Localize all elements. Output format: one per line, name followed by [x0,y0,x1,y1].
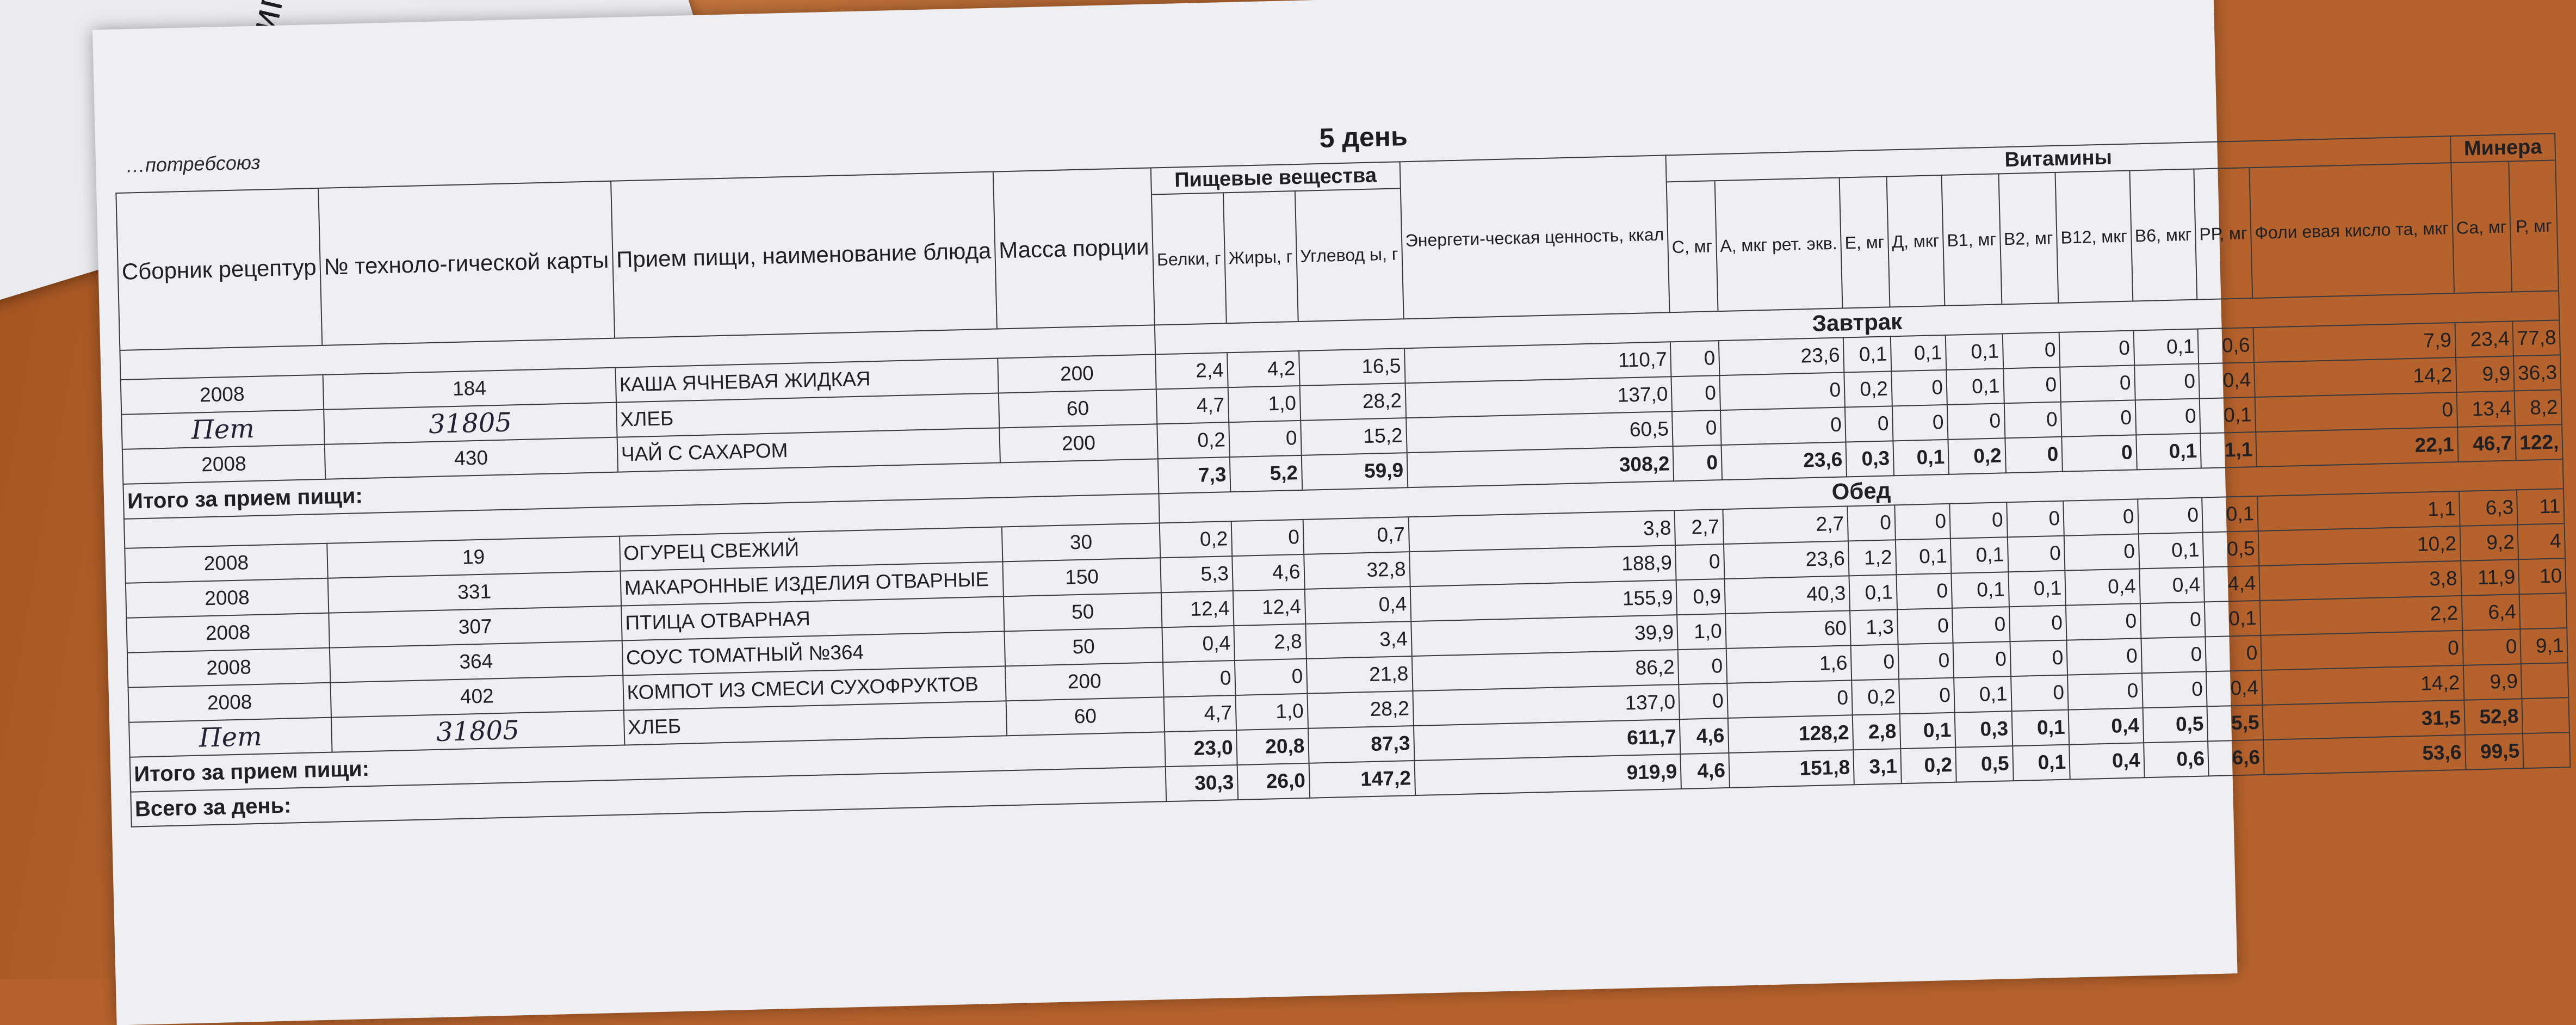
col-vit-pp: РР, мг [2194,168,2253,299]
total-value-p: 122, [2515,424,2563,460]
value-cell-c: 0 [1678,649,1727,684]
dish-name-cell: СОУС ТОМАТНЫЙ №364 [622,631,1005,675]
value-cell-ve: 1,2 [1848,540,1896,576]
tech-card-cell: 31805 [331,711,624,752]
value-cell-b12: 0 [2063,499,2138,535]
total-label: Итого за прием пищи: [123,459,1159,518]
total-value-ve: 0,3 [1846,441,1894,477]
col-energy: Энергети-ческая ценность, ккал [1400,155,1669,319]
portion-cell: 200 [999,424,1158,462]
value-cell-ca: 0 [2462,629,2521,665]
recipe-collection-cell: 2008 [125,544,327,583]
value-cell-d: 0 [1896,573,1952,609]
value-cell-d: 0 [1897,608,1953,644]
menu-nutrition-table [115,133,2571,827]
total-value-ca: 46,7 [2457,425,2516,462]
value-cell-ca: 11,9 [2461,559,2519,596]
value-cell-b2: 0 [2004,402,2061,439]
tech-card-cell: 430 [325,437,618,479]
value-cell-fol: 1,1 [2257,491,2460,531]
value-cell-d: 0,1 [1896,539,1952,575]
portion-cell: 200 [998,354,1156,393]
value-cell-pp: 0,1 [2205,601,2261,637]
value-cell-d: 0 [1891,370,1947,406]
value-cell-fol: 0 [2261,631,2463,670]
value-cell-b6: 0 [2138,498,2203,534]
value-cell-b6: 0 [2140,602,2205,638]
total-value-pp: 5,5 [2207,705,2264,741]
value-cell-ca: 23,4 [2455,321,2513,357]
value-cell-fol: 14,2 [2254,357,2456,397]
total-value-p [2522,697,2570,733]
col-vit-b6: В6, мкг [2129,169,2197,301]
portion-cell: 200 [1005,662,1164,701]
value-cell-e: 39,9 [1411,615,1678,656]
value-cell-ca: 9,2 [2460,524,2518,561]
total-value-d: 0,1 [1900,713,1956,749]
value-cell-zh: 0 [1231,520,1304,556]
recipe-collection-cell: 2008 [127,648,330,688]
value-cell-b1: 0,1 [1946,334,2003,370]
value-cell-e: 60,5 [1406,411,1673,453]
menu-document-sheet [92,0,2564,1025]
col-vit-b2: В2, мг [1998,172,2058,304]
value-cell-b2: 0 [2010,640,2067,677]
col-vit-e: Е, мг [1840,176,1890,308]
value-cell-e: 86,2 [1411,650,1679,691]
col-vit-a: А, мкг рет. экв. [1714,178,1842,312]
recipe-collection-cell: Пет [129,718,332,757]
value-cell-b6: 0,1 [2133,329,2199,366]
col-p: Р, мг [2509,160,2559,292]
col-fat: Жиры, г [1223,191,1298,323]
value-cell-ve: 0,2 [1844,371,1892,407]
value-cell-zh: 0 [1229,421,1301,457]
total-label: Всего за день: [131,767,1166,826]
value-cell-fol: 7,9 [2253,323,2456,362]
value-cell-ve: 0,2 [1852,679,1899,715]
value-cell-b6: 0 [2134,364,2200,400]
dish-name-cell: ПТИЦА ОТВАРНАЯ [621,596,1005,640]
value-cell-e: 137,0 [1413,684,1680,726]
value-cell-b2: 0 [2002,332,2060,369]
organization-name: …потребсоюз [125,151,261,177]
value-cell-fol: 0 [2255,392,2457,432]
value-cell-p [2521,663,2569,699]
value-cell-ca: 9,9 [2456,356,2515,392]
value-cell-c: 0,9 [1676,579,1725,615]
value-cell-b: 0 [1163,660,1235,697]
value-cell-ve: 1,3 [1850,609,1898,645]
value-cell-u: 28,2 [1299,383,1406,421]
value-cell-b1: 0,1 [1951,572,2009,608]
total-value-u: 87,3 [1308,726,1415,763]
value-cell-b1: 0 [1952,607,2010,643]
section-title-breakfast: Завтрак [1155,291,2560,354]
total-value-zh: 20,8 [1236,728,1309,765]
value-cell-p: 36,3 [2513,355,2561,391]
total-label: Итого за прием пищи: [130,732,1166,792]
col-vit-b1: В1, мг [1941,174,2001,305]
value-cell-zh: 0 [1235,659,1307,695]
value-cell-pp: 0 [2206,635,2262,671]
day-title: 5 день [1318,120,1408,153]
total-value-e: 308,2 [1407,446,1674,487]
group-minerals: Минера [2450,133,2556,163]
value-cell-b12: 0 [2067,673,2142,709]
recipe-collection-cell: 2008 [121,375,324,415]
value-cell-pp: 4,4 [2203,566,2260,602]
tech-card-cell: 364 [330,641,623,683]
recipe-collection-cell: 2008 [126,613,329,653]
value-cell-fol: 14,2 [2262,665,2464,705]
total-value-ca: 52,8 [2464,699,2523,735]
dish-name-cell: МАКАРОННЫЕ ИЗДЕЛИЯ ОТВАРНЫЕ [620,561,1004,606]
value-cell-c: 0 [1670,341,1719,376]
value-cell-u: 16,5 [1299,348,1405,386]
value-cell-a: 0 [1720,407,1846,445]
portion-cell: 50 [1004,592,1162,631]
total-value-zh: 5,2 [1230,455,1302,492]
tech-card-cell: 402 [330,676,623,718]
value-cell-p: 10 [2519,558,2567,594]
value-cell-zh: 12,4 [1233,589,1305,626]
value-cell-b2: 0 [2003,367,2061,404]
portion-cell: 60 [1006,697,1165,736]
value-cell-ve: 0,1 [1849,575,1897,610]
total-value-b6: 0,1 [2136,434,2201,470]
col-meal-name: Прием пищи, наименование блюда [611,172,997,338]
total-value-b1: 0,2 [1948,438,2005,474]
table-body [120,291,2570,826]
total-value-b12: 0,4 [2069,708,2144,744]
value-cell-b: 2,4 [1155,353,1228,389]
value-cell-u: 15,2 [1301,418,1407,455]
total-value-b2: 0 [2005,437,2063,473]
total-value-e: 611,7 [1414,719,1681,761]
total-value-b1: 0,5 [1955,746,2013,782]
group-vitamins: Витамины [1666,136,2451,182]
value-cell-d: 0 [1898,643,1954,679]
value-cell-p: 9,1 [2521,628,2568,664]
value-cell-pp: 0,1 [2202,496,2258,532]
value-cell-p: 11 [2517,489,2565,524]
dish-name-cell: ЧАЙ С САХАРОМ [617,428,1000,472]
value-cell-u: 32,8 [1304,552,1410,589]
total-value-c: 4,6 [1681,753,1730,789]
value-cell-b2: 0,1 [2008,571,2066,607]
value-cell-u: 21,8 [1306,656,1413,694]
value-cell-b2: 0 [2009,606,2067,642]
total-value-c: 0 [1673,445,1722,481]
col-tech-card: № техноло-гической карты [318,181,615,345]
total-value-pp: 6,6 [2208,740,2264,776]
value-cell-p: 8,2 [2515,390,2562,425]
value-cell-a: 60 [1725,610,1851,649]
total-value-b6: 0,6 [2144,741,2209,777]
value-cell-b2: 0 [2007,501,2064,538]
total-value-ca: 99,5 [2465,733,2524,770]
total-value-u: 147,2 [1309,761,1415,798]
value-cell-b: 12,4 [1161,591,1234,627]
value-cell-a: 23,6 [1719,338,1844,376]
value-cell-a: 0 [1727,680,1853,718]
value-cell-zh: 1,0 [1235,694,1308,730]
recipe-collection-cell: 2008 [126,578,329,618]
value-cell-ve: 0 [1847,505,1895,541]
total-value-fol: 22,1 [2256,427,2458,467]
value-cell-b: 4,7 [1164,695,1236,732]
value-cell-b1: 0 [1953,641,2011,678]
col-portion: Масса порции [993,168,1155,329]
value-cell-a: 40,3 [1724,576,1850,614]
col-ca: Са, мг [2451,162,2512,294]
value-cell-fol: 3,8 [2259,561,2461,601]
value-cell-d: 0 [1894,504,1950,540]
value-cell-a: 23,6 [1724,541,1849,579]
tech-card-cell: 19 [327,536,620,578]
value-cell-b6: 0,1 [2138,532,2203,569]
col-sbornik: Сборник рецептур [116,188,322,350]
value-cell-ca: 13,4 [2456,391,2515,427]
col-vit-d: Д, мкг [1886,175,1945,307]
value-cell-b6: 0 [2142,671,2207,708]
value-cell-b1: 0,1 [1954,676,2011,713]
value-cell-b1: 0 [1949,502,2007,539]
value-cell-b6: 0,4 [2139,567,2205,603]
value-cell-b6: 0 [2141,637,2206,673]
col-carbs: Углевод ы, г [1295,188,1403,322]
total-value-d: 0,2 [1900,748,1956,783]
value-cell-a: 2,7 [1723,506,1848,544]
value-cell-zh: 2,8 [1234,624,1306,660]
value-cell-b12: 0,4 [2065,569,2140,605]
value-cell-pp: 0,4 [2199,362,2255,398]
value-cell-b6: 0 [2135,399,2200,435]
total-value-d: 0,1 [1893,440,1949,476]
value-cell-zh: 1,0 [1228,386,1301,422]
value-cell-c: 0 [1671,375,1720,411]
dish-name-cell: КАША ЯЧНЕВАЯ ЖИДКАЯ [615,359,999,403]
value-cell-b: 4,7 [1156,387,1229,424]
value-cell-e: 3,8 [1408,510,1675,552]
total-value-b1: 0,3 [1955,711,2013,748]
portion-cell: 60 [999,389,1157,428]
value-cell-pp: 0,6 [2198,328,2255,363]
recipe-collection-cell: 2008 [122,444,325,484]
value-cell-b12: 0 [2064,534,2139,570]
col-vit-b12: В12, мкг [2055,171,2133,303]
value-cell-ca: 6,3 [2459,490,2518,526]
value-cell-p [2519,593,2567,629]
total-value-b2: 0,1 [2011,710,2069,746]
dish-name-cell: ХЛЕБ [616,393,1000,437]
value-cell-pp: 0,1 [2200,397,2256,433]
total-value-e: 919,9 [1414,754,1681,795]
total-value-p [2523,732,2571,768]
value-cell-b: 5,3 [1160,556,1233,592]
section-title: Обед [1159,459,2564,523]
value-cell-b2: 0 [2007,536,2065,572]
total-value-pp: 1,1 [2200,432,2257,468]
value-cell-ve: 0,1 [1843,336,1891,372]
value-cell-d: 0 [1899,678,1955,714]
value-cell-a: 1,6 [1726,645,1852,683]
col-protein: Белки, г [1151,193,1227,325]
value-cell-u: 0,4 [1304,586,1411,624]
value-cell-zh: 4,6 [1232,554,1304,591]
tech-card-cell: 331 [328,571,621,613]
tech-card-cell: 31805 [324,403,617,444]
value-cell-b: 0,2 [1160,521,1232,558]
value-cell-d: 0,1 [1891,335,1947,371]
value-cell-fol: 10,2 [2258,526,2461,566]
value-cell-b: 0,4 [1162,626,1235,662]
value-cell-b1: 0,1 [1950,537,2008,573]
value-cell-p: 77,8 [2513,320,2561,356]
value-cell-ca: 9,9 [2463,664,2522,700]
value-cell-p: 4 [2518,523,2566,559]
tech-card-cell: 307 [329,606,622,648]
value-cell-c: 2,7 [1675,509,1724,545]
total-value-b: 7,3 [1158,457,1230,493]
dish-name-cell: КОМПОТ ИЗ СМЕСИ СУХОФРУКТОВ [623,666,1006,710]
value-cell-ca: 6,4 [2461,594,2520,631]
value-cell-b1: 0,1 [1946,368,2004,405]
value-cell-zh: 4,2 [1227,351,1299,387]
value-cell-a: 0 [1719,373,1845,411]
total-value-ve: 3,1 [1853,749,1901,785]
total-value-b12: 0 [2061,435,2137,471]
dish-name-cell: ОГУРЕЦ СВЕЖИЙ [620,527,1003,571]
total-value-b2: 0,1 [2013,745,2070,781]
recipe-collection-cell: Пет [121,410,324,449]
value-cell-e: 155,9 [1410,580,1677,621]
value-cell-pp: 0,4 [2206,670,2263,706]
total-value-a: 151,8 [1729,750,1854,788]
total-value-zh: 26,0 [1237,763,1309,800]
value-cell-b12: 0 [2067,638,2142,675]
value-cell-b12: 0 [2060,365,2135,402]
total-value-a: 23,6 [1721,442,1847,480]
value-cell-b: 0,2 [1157,422,1229,459]
value-cell-ve: 0 [1845,406,1893,442]
value-cell-b12: 0 [2061,400,2136,436]
portion-cell: 30 [1002,523,1161,561]
total-value-b12: 0,4 [2069,743,2144,779]
value-cell-fol: 2,2 [2260,596,2462,635]
total-value-a: 128,2 [1728,715,1854,753]
total-value-b6: 0,5 [2142,706,2208,743]
value-cell-u: 3,4 [1305,621,1412,659]
total-value-u: 59,9 [1301,453,1408,490]
total-value-fol: 31,5 [2263,700,2465,740]
value-cell-c: 1,0 [1677,614,1726,650]
total-value-ve: 2,8 [1853,714,1900,750]
value-cell-ve: 0 [1851,644,1899,680]
value-cell-u: 28,2 [1307,691,1414,728]
col-vit-c: С, мг [1667,181,1718,312]
value-cell-e: 188,9 [1409,545,1676,586]
value-cell-d: 0 [1892,405,1948,441]
value-cell-b2: 0 [2011,675,2069,712]
total-value-b: 30,3 [1166,765,1238,801]
value-cell-c: 0 [1672,410,1721,446]
value-cell-b12: 0 [2059,330,2134,367]
dish-name-cell: ХЛЕБ [623,701,1007,745]
value-cell-b1: 0 [1947,403,2005,440]
total-value-c: 4,6 [1680,718,1729,754]
recipe-collection-cell: 2008 [128,683,331,723]
value-cell-pp: 0,5 [2203,531,2259,567]
value-cell-e: 137,0 [1405,376,1672,418]
value-cell-b12: 0 [2066,603,2141,640]
tech-card-cell: 184 [323,368,616,410]
group-nutrients: Пищевые вещества [1151,162,1401,194]
value-cell-e: 110,7 [1404,342,1671,383]
portion-cell: 150 [1002,558,1161,596]
col-folic: Фоли евая кисло та, мкг [2250,163,2454,298]
total-value-b: 23,0 [1165,730,1237,767]
portion-cell: 50 [1004,627,1163,666]
value-cell-u: 0,7 [1303,517,1409,554]
value-cell-c: 0 [1679,683,1727,719]
value-cell-c: 0 [1675,544,1724,580]
total-value-fol: 53,6 [2263,735,2466,775]
